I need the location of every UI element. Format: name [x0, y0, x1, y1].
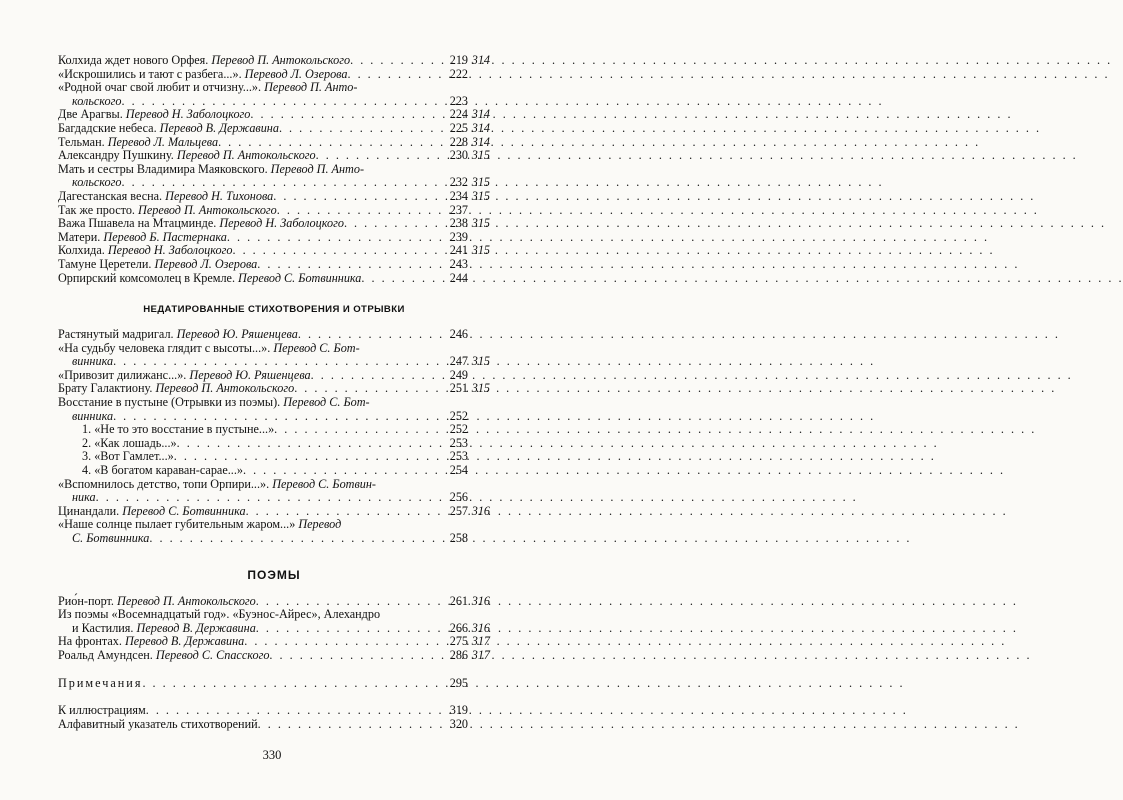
toc-entry [58, 677, 490, 691]
toc-entry-page: 286 [449, 647, 468, 662]
toc-entry-note-page: 316 [471, 620, 490, 635]
toc-entry [58, 217, 490, 231]
toc-section-notes [58, 677, 490, 691]
toc-section-long-poems [58, 595, 490, 663]
toc-entry-page: 219 [449, 53, 468, 67]
toc-entry-title: «Искрошились и тают с разбега...». Перевод Л. Озерова [58, 66, 348, 81]
toc-entry-page: 253 [449, 449, 468, 464]
toc-entry-title: Мать и сестры Владимира Маяковского. Перевод П. Анто- [58, 161, 364, 176]
dot-leader [258, 718, 448, 732]
toc-entry [58, 244, 490, 258]
toc-entry-page: 254 [449, 463, 468, 478]
toc-entry [58, 718, 490, 732]
toc-entry-title: К иллюстрациям [58, 703, 146, 718]
toc-entry-note-page: 314 [471, 134, 490, 149]
toc-entry-note-page: 315 [471, 148, 490, 163]
toc-entry-title: Багдадские небеса. Перевод В. Державина [58, 120, 279, 135]
toc-entry-note-page: 314 [471, 107, 490, 122]
toc-entry-page: 239 [449, 229, 468, 244]
toc-entry-title: «Вспомнилось детство, топи Орпири...». Перевод С. Ботвин- [58, 476, 376, 491]
toc-entry-page: 232 [449, 175, 468, 190]
toc-entry-page: 237 [449, 202, 468, 217]
toc-entry-title: Из поэмы «Восемнадцатый год». «Буэнос-Айрес», Алехандро [58, 607, 381, 622]
toc-entry-title: «Наше солнце пылает губительным жаром...» Перевод [58, 517, 342, 532]
dot-leader [256, 595, 448, 609]
toc-entry-title: Брату Галактиону. Перевод П. Антокольского [58, 381, 295, 396]
toc-entry-title: Тамуне Церетели. Перевод Л. Озерова [58, 256, 258, 271]
page-number: 330 [262, 748, 282, 762]
toc-entry-title: 3. «Вот Гамлет...» [82, 449, 174, 464]
toc-entry-title: Колхида. Перевод Н. Заболоцкого [58, 243, 233, 258]
toc-entry-title: Растянутый мадригал. Перевод Ю. Ряшенцева [58, 327, 298, 342]
toc-entry [58, 190, 490, 204]
toc-entry [58, 437, 490, 451]
dot-leader [121, 95, 448, 109]
toc-entry-page: 241 [449, 243, 468, 258]
toc-entry [58, 68, 490, 82]
dot-leader [256, 622, 448, 636]
toc-entry-title: «Привозит дилижанс...». Перевод Ю. Ряшенцева [58, 367, 311, 382]
toc-entry-page: 223 [449, 93, 468, 108]
dot-leader [149, 532, 448, 546]
dot-leader [294, 382, 448, 396]
dot-leader [257, 258, 448, 272]
toc-entry [58, 108, 490, 122]
toc-entry-note-page: 316 [471, 593, 490, 608]
dot-leader [344, 217, 448, 231]
toc-entry-title-continuation: и Кастилия. Перевод В. Державина [72, 620, 256, 635]
dot-leader [243, 464, 448, 478]
dot-leader [246, 505, 448, 519]
toc-entry-note-page: 317 [471, 634, 490, 649]
toc-entry-note-page: 315 [471, 243, 490, 258]
toc-entry-page: 222 [449, 66, 468, 81]
toc-entry-note-page: 315 [471, 381, 490, 396]
toc-entry-page: 261 [449, 593, 468, 608]
toc-entry-title-continuation: кольского [72, 175, 122, 190]
toc-entry-title: Цинандали. Перевод С. Ботвинника [58, 503, 246, 518]
toc-entry-title: Колхида ждет нового Орфея. Перевод П. Антокольского [58, 53, 351, 67]
toc-entry-title-continuation: ника [72, 490, 96, 505]
dot-leader [274, 423, 448, 437]
toc-entry [58, 342, 490, 369]
toc-entry-page: 244 [449, 270, 468, 285]
toc-entry [58, 450, 490, 464]
toc-entry [58, 122, 490, 136]
toc-entry [58, 649, 490, 663]
toc-entry-page: 224 [449, 107, 468, 122]
toc-entry [58, 464, 490, 478]
toc-entry [58, 396, 490, 423]
toc-entry-title: 1. «Не то это восстание в пустыне...» [82, 422, 275, 437]
toc-entry-note-page: 315 [471, 216, 490, 231]
toc-entry-page: 238 [449, 216, 468, 231]
toc-entry-note-page: 317 [471, 647, 490, 662]
toc-entry-page: 234 [449, 188, 468, 203]
dot-leader [316, 149, 448, 163]
toc-entry-note-page: 314 [471, 53, 490, 67]
section-heading-poems: ПОЭМЫ [247, 567, 301, 582]
dot-leader [244, 635, 448, 649]
toc-entry-note-page: 315 [471, 354, 490, 369]
dot-leader [250, 108, 448, 122]
toc-section-undated [58, 328, 490, 546]
toc-entry-title: Алфавитный указатель стихотворений [58, 716, 258, 731]
dot-leader [121, 176, 448, 190]
toc-entry-page: 252 [449, 422, 468, 437]
toc-entry-title: «На судьбу человека глядит с высоты...». Перевод С. Бот- [58, 340, 360, 355]
toc-entry [58, 635, 490, 649]
toc-entry-title-continuation: кольского [72, 93, 122, 108]
toc-entry-title: Две Арагвы. Перевод Н. Заболоцкого [58, 107, 251, 122]
dot-leader [279, 122, 448, 136]
toc-entry [58, 369, 490, 383]
toc-entry [58, 382, 490, 396]
table-of-contents [58, 54, 490, 731]
dot-leader [146, 704, 448, 718]
toc-entry-title: На фронтах. Перевод В. Державина [58, 634, 245, 649]
dot-leader [347, 68, 448, 82]
toc-entry-title: Орпирский комсомолец в Кремле. Перевод С. Ботвинника [58, 270, 362, 285]
toc-entry-title: «Родной очаг свой любит и отчизну...». Перевод П. Анто- [58, 80, 358, 95]
dot-leader [113, 410, 448, 424]
toc-entry [58, 258, 490, 272]
toc-entry [58, 149, 490, 163]
section-heading-undated: НЕДАТИРОВАННЫЕ СТИХОТВОРЕНИЯ И ОТРЫВКИ [143, 304, 405, 316]
toc-entry [58, 608, 490, 635]
toc-entry-title: 4. «В богатом караван-сарае...» [82, 463, 243, 478]
toc-entry [58, 505, 490, 519]
toc-entry-title: 2. «Как лошадь...» [82, 435, 177, 450]
toc-entry [58, 163, 490, 190]
dot-leader [311, 369, 448, 383]
toc-entry-page: 295 [449, 675, 468, 690]
dot-leader [227, 231, 448, 245]
dot-leader [277, 204, 448, 218]
toc-entry-title: Рио́н-порт. Перевод П. Антокольского [58, 593, 256, 608]
toc-entry-page: 249 [449, 367, 468, 382]
toc-entry [58, 328, 490, 342]
dot-leader [361, 272, 448, 286]
toc-entry-page: 253 [449, 435, 468, 450]
toc-entry-title: Так же просто. Перевод П. Антокольского [58, 202, 277, 217]
toc-entry-title-continuation: винника [72, 354, 114, 369]
dot-leader [113, 355, 448, 369]
toc-entry [58, 231, 490, 245]
dot-leader [298, 328, 448, 342]
toc-entry-title: Александру Пушкину. Перевод П. Антокольского [58, 148, 316, 163]
toc-entry-page: 258 [449, 531, 468, 545]
toc-entry-page: 230 [449, 148, 468, 163]
toc-entry-note-page: 315 [471, 188, 490, 203]
toc-entry [58, 204, 490, 218]
toc-entry-page: 266 [449, 620, 468, 635]
dot-leader [350, 54, 448, 68]
toc-entry [58, 136, 490, 150]
toc-entry-title-continuation: винника [72, 408, 114, 423]
dot-leader [232, 244, 448, 258]
toc-entry-note-page: 314 [471, 120, 490, 135]
toc-entry [58, 423, 490, 437]
toc-entry-title: Дагестанская весна. Перевод Н. Тихонова [58, 188, 274, 203]
toc-entry-title-continuation: С. Ботвинника [72, 531, 150, 545]
toc-section-poems-continued [58, 54, 490, 285]
toc-entry-page: 252 [449, 408, 468, 423]
toc-entry-page: 247 [449, 354, 468, 369]
dot-leader [269, 649, 448, 663]
dot-leader [273, 190, 448, 204]
toc-entry [58, 81, 490, 108]
toc-entry-page: 319 [449, 703, 468, 718]
toc-entry-page: 256 [449, 490, 468, 505]
toc-entry-note-page: 315 [471, 175, 490, 190]
toc-entry [58, 272, 490, 286]
toc-entry-title: Тельман. Перевод Л. Мальцева [58, 134, 219, 149]
toc-entry-page: 257 [449, 503, 468, 518]
dot-leader [177, 437, 448, 451]
toc-entry [58, 704, 490, 718]
toc-entry-page: 225 [449, 120, 468, 135]
toc-entry-title: Матери. Перевод Б. Пастернака [58, 229, 227, 244]
dot-leader [142, 677, 448, 691]
toc-entry [58, 54, 490, 68]
toc-entry-page: 251 [449, 381, 468, 396]
toc-entry-page: 320 [449, 716, 468, 731]
toc-entry-title: Роальд Амундсен. Перевод С. Спасского [58, 647, 270, 662]
toc-entry-page: 246 [449, 327, 468, 342]
dot-leader [96, 491, 448, 505]
dot-leader [174, 450, 448, 464]
toc-entry-title: Важа Пшавела на Мтацминде. Перевод Н. Заболоцкого [58, 216, 344, 231]
dot-leader [218, 136, 448, 150]
toc-entry-title: Восстание в пустыне (Отрывки из поэмы). Перевод С. Бот- [58, 395, 370, 410]
toc-entry [58, 518, 490, 545]
toc-entry-title: Примечания [58, 675, 143, 690]
toc-entry-page: 275 [449, 634, 468, 649]
toc-entry-page: 243 [449, 256, 468, 271]
toc-entry [58, 595, 490, 609]
toc-entry [58, 478, 490, 505]
toc-entry-note-page: 316 [471, 503, 490, 518]
toc-entry-page: 228 [449, 134, 468, 149]
toc-section-indexes [58, 704, 490, 731]
